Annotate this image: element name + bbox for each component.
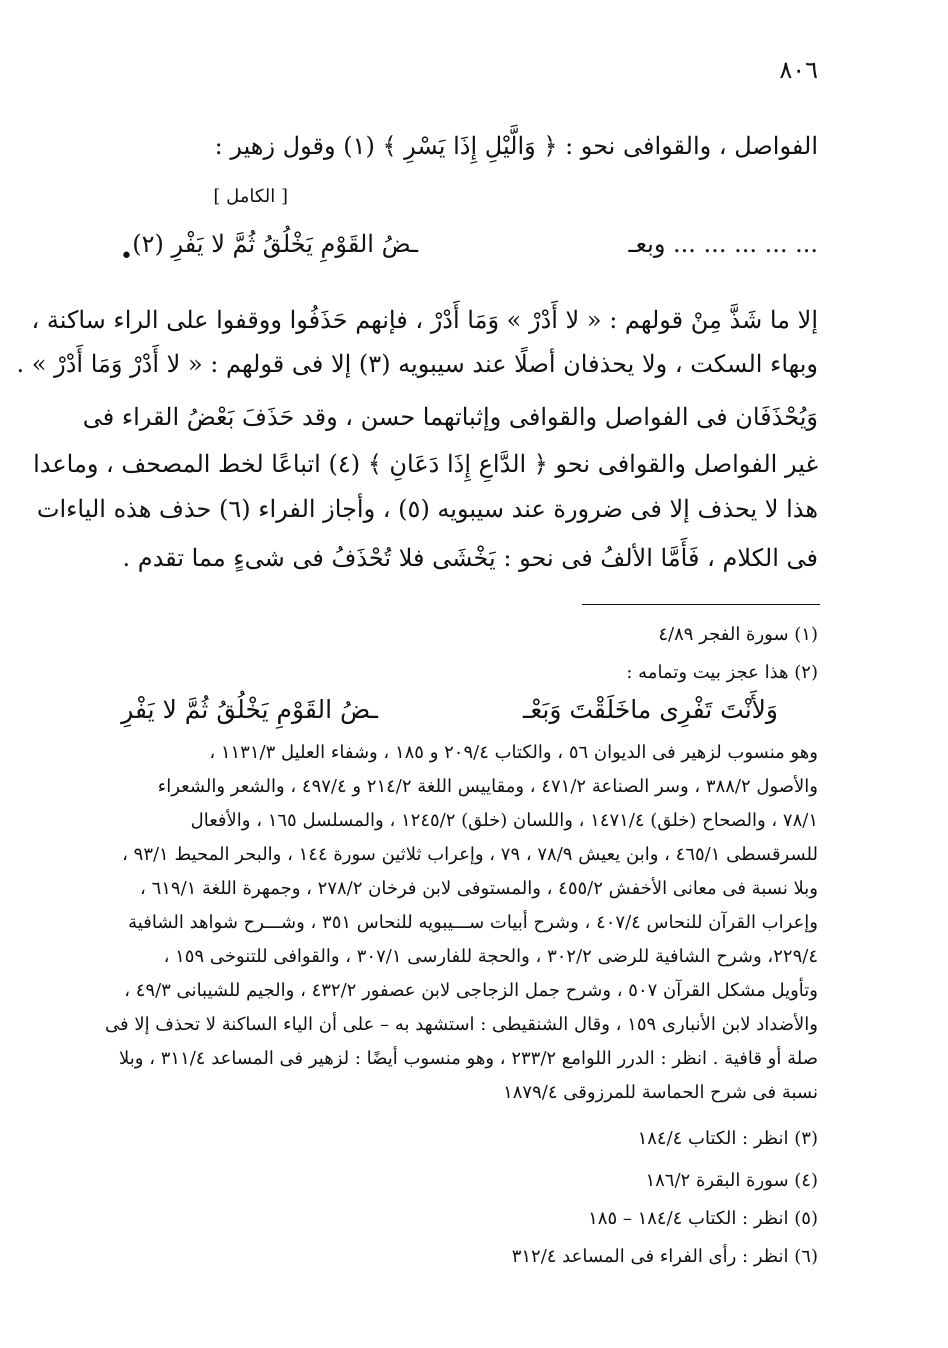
footnote-2-ref-line: وبلا نسبة فى معانى الأخفش ٤٥٥/٢ ، والمستوفى لابن فرخان ٢٧٨/٢ ، وجمهرة اللغة ٦١٩/١ ، — [140, 878, 818, 899]
footnote-2-ref-line: ٢٢٩/٤، وشرح الشافية للرضى ٣٠٢/٢ ، والحجة للفارسى ٣٠٧/١ ، والقوافى للتنوخى ١٥٩ ، — [163, 946, 818, 967]
footnote-2-ref-line: نسبة فى شرح الحماسة للمرزوقى ١٨٧٩/٤ — [503, 1082, 818, 1103]
margin-dot-icon: • — [120, 244, 133, 269]
footnote-2-ref-line: وهو منسوب لزهير فى الديوان ٥٦ ، والكتاب ٢٠٩/٤ و ١٨٥ ، وشفاء العليل ١١٣١/٣ ، — [209, 742, 818, 763]
para2-line-3: هذا لا يحذف إلا فى ضرورة عند سيبويه (٥) ، وأجاز الفراء (٦) حذف هذه الياءات — [36, 495, 818, 523]
poetry-verse — [118, 230, 818, 270]
body-line-1: الفواصل ، والقوافى نحو : ﴿ وَالَّيْلِ إِذَا يَسْرِ ﴾ (١) وقول زهير : — [214, 132, 818, 160]
footnote-5: (٥) انظر : الكتاب ١٨٤/٤ – ١٨٥ — [588, 1208, 818, 1229]
footnote-verse — [121, 695, 778, 735]
footnote-1: (١) سورة الفجر ٤/٨٩ — [658, 624, 818, 645]
footnote-2-ref-line: للسرقسطى ٤٦٥/١ ، وابن يعيش ٧٨/٩ ، ٧٩ ، وإعراب ثلاثين سورة ١٤٤ ، والبحر المحيط ٩٣/١ ، — [122, 844, 818, 865]
para1-line-2: وبهاء السكت ، ولا يحذفان أصلًا عند سيبويه (٣) إلا فى قولهم : « لا أَدْرْ وَمَا أَدْرْ » . — [16, 350, 818, 378]
meter-label: [ الكامل ] — [213, 186, 288, 207]
para2-line-1: وَيُحْذَفَان فى الفواصل والقوافى وإثباتهما حسن ، وقد حَذَفَ بَعْضُ القراء فى — [82, 403, 818, 431]
footnote-2-ref-line: ٧٨/١ ، والصحاح (خلق) ١٤٧١/٤ ، واللسان (خلق) ١٢٤٥/٢ ، والمسلسل ١٦٥ ، والأفعال — [190, 810, 818, 831]
footnote-4: (٤) سورة البقرة ١٨٦/٢ — [645, 1170, 818, 1191]
footnote-2-ref-line: وتأويل مشكل القرآن ٥٠٧ ، وشرح جمل الزجاجى لابن عصفور ٤٣٢/٢ ، والجيم للشيبانى ٤٩/٣ ، — [124, 980, 818, 1001]
para2-line-2: غير الفواصل والقوافى نحو ﴿ الدَّاعِ إِذَا دَعَانِ ﴾ (٤) اتباعًا لخط المصحف ، وماعدا — [33, 450, 818, 478]
para1-line-1: إلا ما شَذَّ مِنْ قولهم : « لا أَدْرْ » وَمَا أَدْرْ ، فإنهم حَذَفُوا ووقفوا على الراء ساكنة ، — [31, 306, 818, 334]
footnote-2-ref-line: صلة أو قافية . انظر : الدرر اللوامع ٢٣٣/٢ ، وهو منسوب أيضًا : لزهير فى المساعد ٣١١/٤ ، وبلا — [119, 1048, 818, 1069]
verse-first-hemistich: ... ... ... ... ... وبعـ — [628, 230, 818, 258]
footnote-2-intro: (٢) هذا عجز بيت وتمامه : — [626, 662, 818, 683]
para2-line-4: فى الكلام ، فَأَمَّا الألفُ فى نحو : يَخْشَى فلا تُحْذَفُ فى شىءٍ مما تقدم . — [122, 544, 818, 572]
footnote-6: (٦) انظر : رأى الفراء فى المساعد ٣١٢/٤ — [511, 1246, 818, 1267]
page-number: ٨٠٦ — [779, 56, 818, 84]
footnote-2-ref-line: والأضداد لابن الأنبارى ١٥٩ ، وقال الشنقيطى : استشهد به – على أن الياء الساكنة لا تحذف إلا فى — [104, 1014, 818, 1035]
verse-second-hemistich: ـضُ القَوْمِ يَخْلُقُ ثُمَّ لا يَفْرِ (٢) — [132, 230, 418, 258]
footnote-2-ref-line: وإعراب القرآن للنحاس ٤٠٧/٤ ، وشرح أبيات ســـيبويه للنحاس ٣٥١ ، وشـــرح شواهد الشافية — [128, 912, 818, 933]
footnote-verse-first: وَلأَنْتَ تَفْرِى ماخَلَقْتَ وَبَعْـ — [523, 695, 778, 724]
footnote-2-ref-line: والأصول ٣٨٨/٢ ، وسر الصناعة ٤٧١/٢ ، ومقاييس اللغة ٢١٤/٢ و ٤٩٧/٤ ، والشعر والشعراء — [157, 776, 818, 797]
footnote-separator — [582, 604, 820, 605]
footnote-3: (٣) انظر : الكتاب ١٨٤/٤ — [637, 1128, 818, 1149]
footnote-verse-second: ـضُ القَوْمِ يَخْلُقُ ثُمَّ لا يَفْرِ — [121, 695, 378, 724]
